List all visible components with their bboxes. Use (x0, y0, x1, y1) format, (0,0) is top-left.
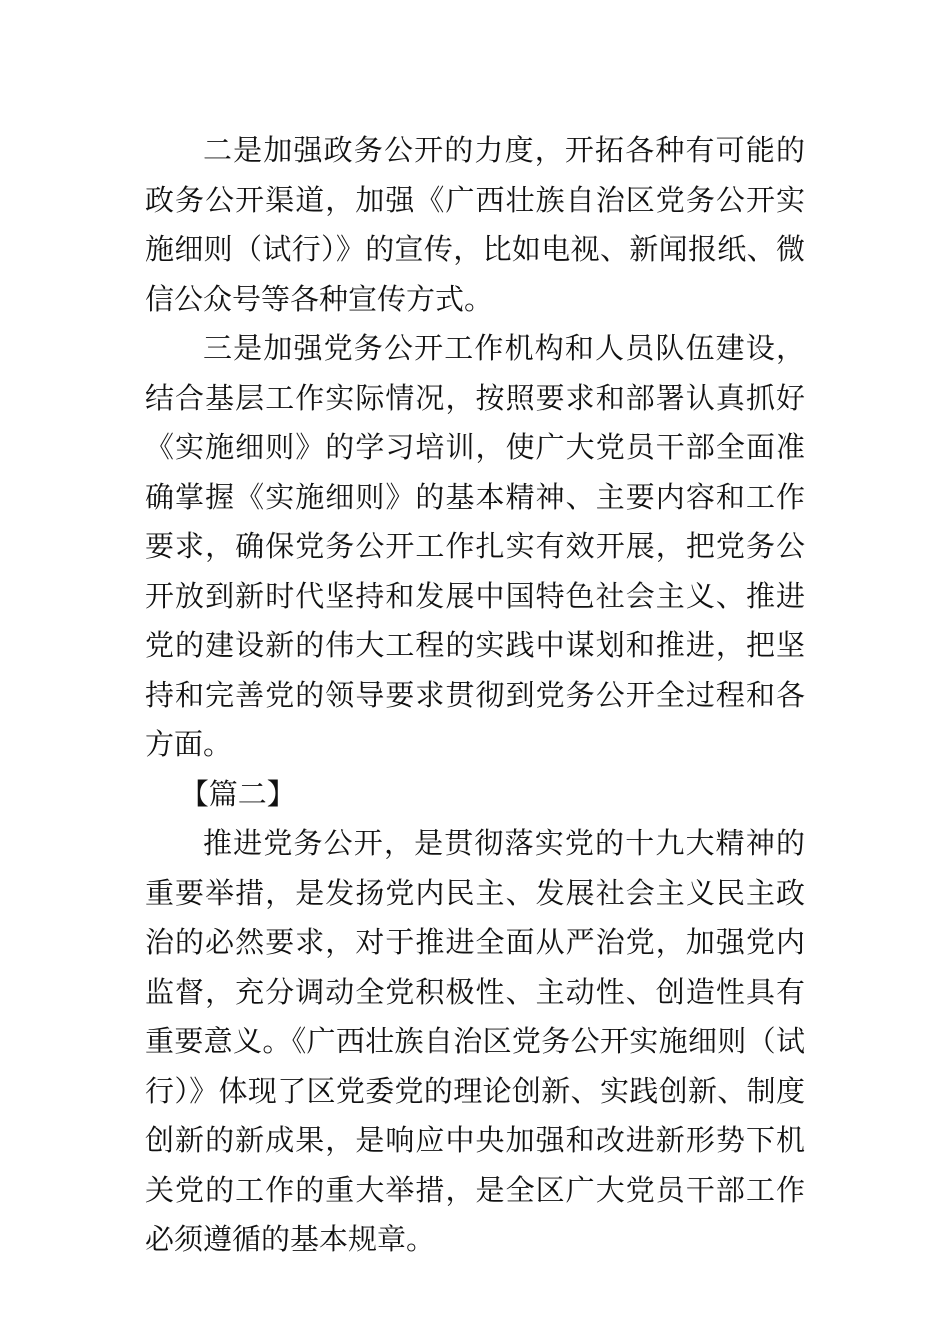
paragraph-2: 二是加强政务公开的力度，开拓各种有可能的政务公开渠道，加强《广西壮族自治区党务公开实施细则（试行）》的宣传，比如电视、新闻报纸、微信公众号等各种宣传方式。 (145, 133, 805, 316)
paragraph-3: 三是加强党务公开工作机构和人员队伍建设，结合基层工作实际情况，按照要求和部署认真抓好《实施细则》的学习培训，使广大党员干部全面准确掌握《实施细则》的基本精神、主要内容和工作要求，确保党务公开工作扎实有效开展，把党务公开放到新时代坚持和发展中国特色社会主义、推进党的建设新的伟大工程的实践中谋划和推进，把坚持和完善党的领导要求贯彻到党务公开全过程和各方面。 (145, 331, 805, 761)
section-paragraph-1: 推进党务公开，是贯彻落实党的十九大精神的重要举措，是发扬党内民主、发展社会主义民主政治的必然要求，对于推进全面从严治党，加强党内监督，充分调动全党积极性、主动性、创造性具有重要意义。《广西壮族自治区党务公开实施细则（试行）》体现了区党委党的理论创新、实践创新、制度创新的新成果，是响应中央加强和改进新形势下机关党的工作的重大举措，是全区广大党员干部工作必须遵循的基本规章。 (145, 826, 805, 1256)
document-body (145, 126, 805, 1265)
section-heading: 【篇二】 (179, 776, 296, 811)
